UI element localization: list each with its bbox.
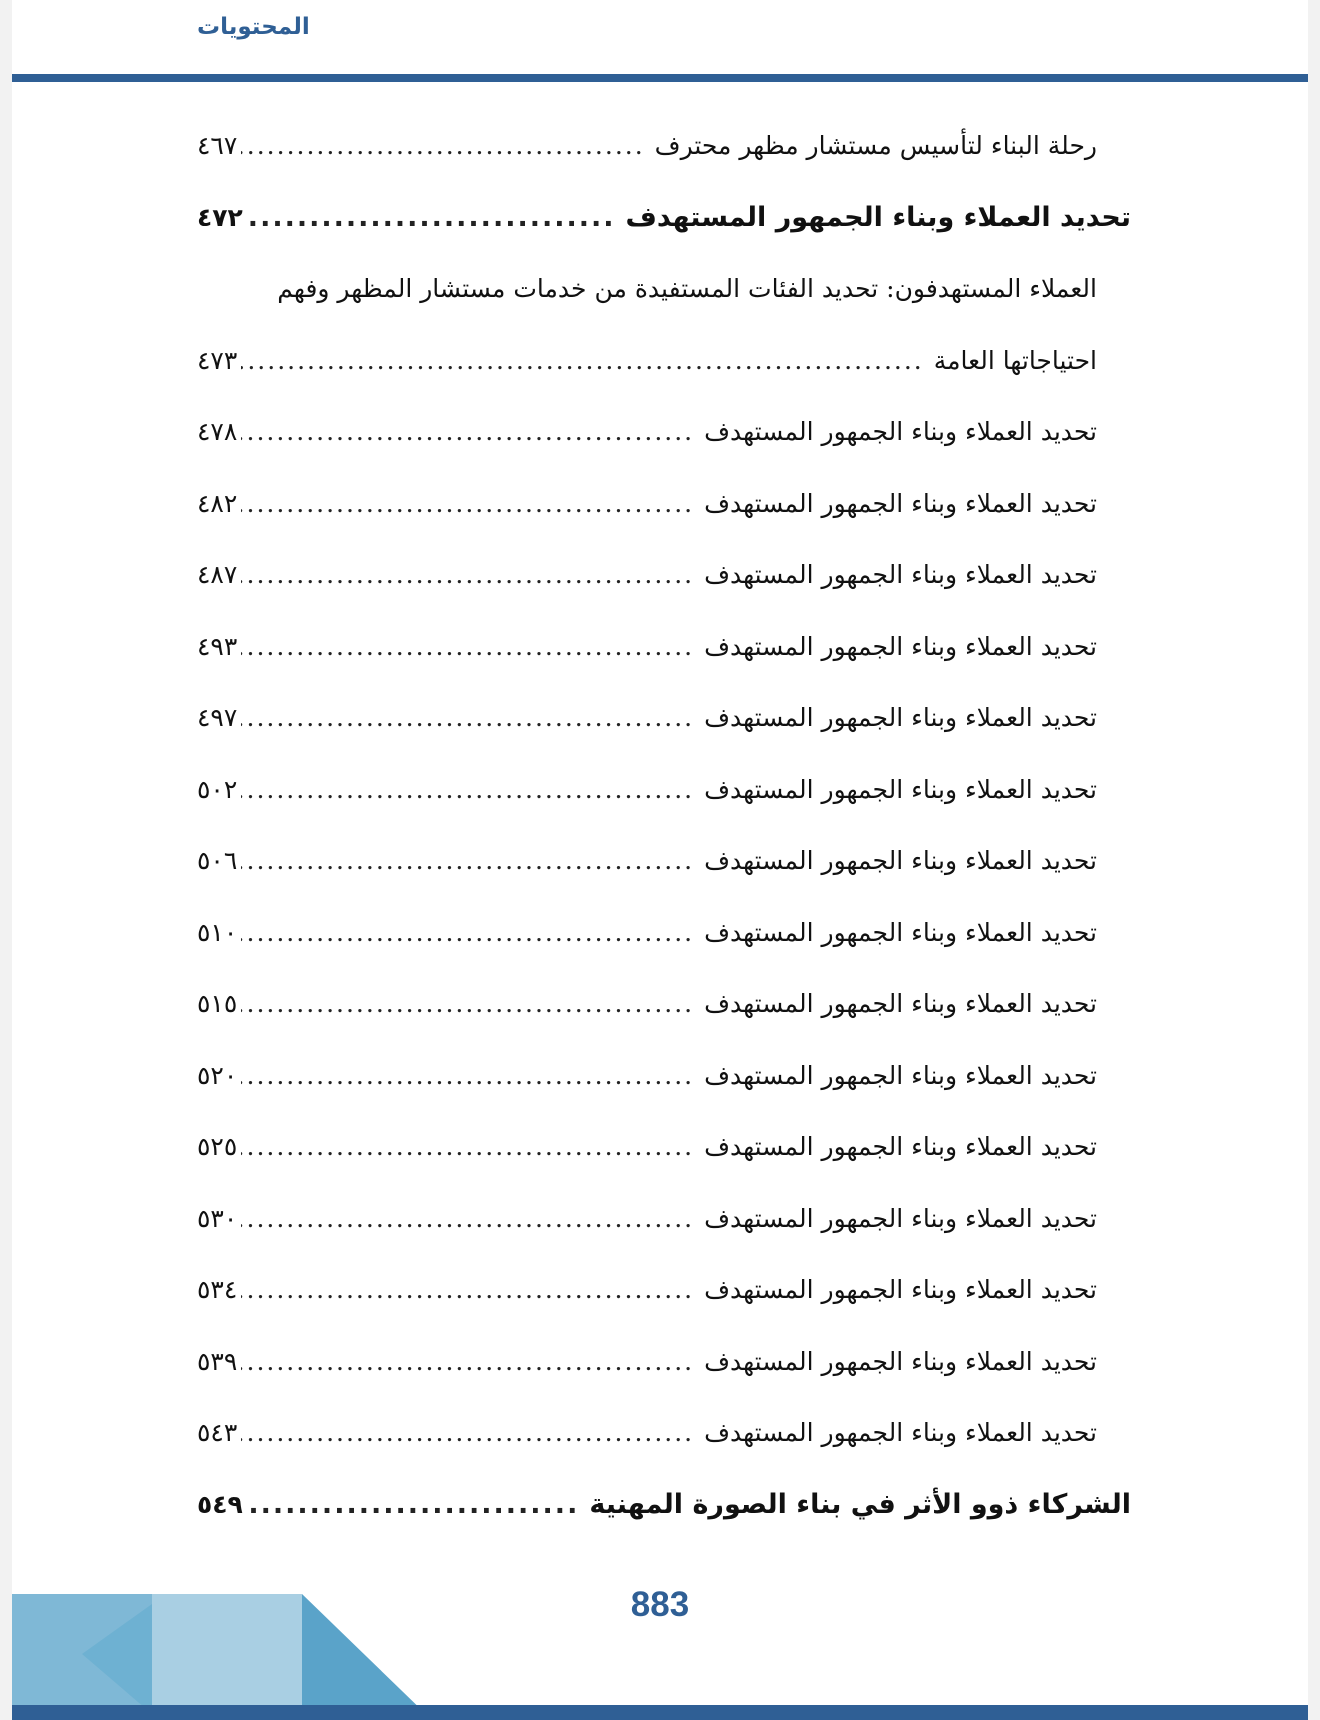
toc-entry-title: تحديد العملاء وبناء الجمهور المستهدف bbox=[704, 703, 1097, 732]
toc-entry-title: الشركاء ذوو الأثر في بناء الصورة المهنية bbox=[589, 1488, 1131, 1520]
toc-entry bbox=[197, 325, 1097, 397]
toc-entry-title: تحديد العملاء وبناء الجمهور المستهدف bbox=[704, 1275, 1097, 1304]
toc-entry-title: رحلة البناء لتأسيس مستشار مظهر محترف bbox=[654, 131, 1097, 160]
toc-page-number: ٤٧٣ bbox=[197, 345, 238, 375]
dot-leader bbox=[241, 1326, 694, 1398]
toc-entry bbox=[197, 110, 1097, 182]
dot-leader bbox=[241, 396, 694, 468]
dot-leader bbox=[247, 1469, 580, 1541]
dot-leader bbox=[241, 110, 644, 182]
toc-entry bbox=[197, 968, 1097, 1040]
toc-chapter-entry bbox=[197, 1469, 1131, 1541]
toc-page-number: ٤٨٧ bbox=[197, 560, 238, 589]
toc-entry bbox=[197, 253, 1097, 325]
toc-entry bbox=[197, 1111, 1097, 1183]
dot-leader bbox=[241, 682, 694, 754]
toc-entry-title: تحديد العملاء وبناء الجمهور المستهدف bbox=[704, 1418, 1097, 1447]
dot-leader bbox=[241, 1111, 694, 1183]
toc-entry bbox=[197, 611, 1097, 683]
toc-entry-title: تحديد العملاء وبناء الجمهور المستهدف bbox=[704, 917, 1097, 947]
dot-leader bbox=[241, 968, 694, 1040]
toc-entry-title: تحديد العملاء وبناء الجمهور المستهدف bbox=[704, 1346, 1097, 1376]
toc-entry-title: تحديد العملاء وبناء الجمهور المستهدف bbox=[704, 560, 1097, 589]
toc-page-number: ٥٢٥ bbox=[197, 1132, 238, 1161]
toc-entry-title: تحديد العملاء وبناء الجمهور المستهدف bbox=[704, 417, 1097, 446]
toc-entry bbox=[197, 1254, 1097, 1326]
toc-entry-title: تحديد العملاء وبناء الجمهور المستهدف bbox=[704, 1203, 1097, 1233]
toc-page-number: ٥٠٦ bbox=[197, 846, 238, 875]
toc-page-number: ٥١٠ bbox=[197, 917, 238, 947]
toc-entry bbox=[197, 396, 1097, 468]
toc-entry-title: تحديد العملاء وبناء الجمهور المستهدف bbox=[704, 631, 1097, 661]
toc-entry-title: تحديد العملاء وبناء الجمهور المستهدف bbox=[625, 201, 1131, 233]
toc-page-number: ٤٧٢ bbox=[197, 202, 243, 232]
toc-entry-title: تحديد العملاء وبناء الجمهور المستهدف bbox=[704, 488, 1097, 518]
dot-leader bbox=[241, 1183, 694, 1255]
footer-bar bbox=[12, 1705, 1308, 1720]
toc-entry bbox=[197, 1183, 1097, 1255]
document-page bbox=[12, 0, 1308, 1720]
toc-page-number: ٤٧٨ bbox=[197, 417, 238, 446]
toc-entry bbox=[197, 468, 1097, 540]
table-of-contents bbox=[197, 110, 1131, 1540]
dot-leader bbox=[241, 1254, 694, 1326]
toc-entry-title: العملاء المستهدفون: تحديد الفئات المستفيدة من خدمات مستشار المظهر وفهم bbox=[277, 274, 1097, 303]
toc-entry-title: تحديد العملاء وبناء الجمهور المستهدف bbox=[704, 774, 1097, 804]
toc-entry bbox=[197, 539, 1097, 611]
dot-leader bbox=[241, 897, 694, 969]
toc-page-number: ٥٣٩ bbox=[197, 1346, 238, 1376]
dot-leader bbox=[241, 825, 694, 897]
toc-page-number: ٥٣٠ bbox=[197, 1203, 238, 1233]
dot-leader bbox=[241, 325, 923, 397]
toc-page-number: ٤٩٣ bbox=[197, 631, 238, 661]
running-header-title: المحتويات bbox=[197, 14, 310, 40]
toc-entry-title: تحديد العملاء وبناء الجمهور المستهدف bbox=[704, 1060, 1097, 1090]
dot-leader bbox=[247, 182, 616, 254]
toc-entry bbox=[197, 1040, 1097, 1112]
toc-chapter-entry bbox=[197, 182, 1131, 254]
toc-page-number: ٤٦٧ bbox=[197, 131, 238, 160]
dot-leader bbox=[241, 468, 694, 540]
toc-entry-title: احتياجاتها العامة bbox=[933, 345, 1097, 375]
toc-page-number: ٤٨٢ bbox=[197, 488, 238, 518]
dot-leader bbox=[241, 539, 694, 611]
toc-page-number: ٥٣٤ bbox=[197, 1275, 238, 1304]
toc-entry bbox=[197, 1397, 1097, 1469]
toc-entry bbox=[197, 682, 1097, 754]
toc-entry bbox=[197, 1326, 1097, 1398]
dot-leader bbox=[241, 1397, 694, 1469]
dot-leader bbox=[241, 611, 694, 683]
dot-leader bbox=[241, 754, 694, 826]
toc-page-number: ٥٤٣ bbox=[197, 1418, 238, 1447]
toc-entry bbox=[197, 825, 1097, 897]
toc-page-number: ٥٠٢ bbox=[197, 774, 238, 804]
toc-entry bbox=[197, 754, 1097, 826]
toc-entry-title: تحديد العملاء وبناء الجمهور المستهدف bbox=[704, 846, 1097, 875]
toc-page-number: ٤٩٧ bbox=[197, 703, 238, 732]
toc-entry-title: تحديد العملاء وبناء الجمهور المستهدف bbox=[704, 989, 1097, 1018]
toc-entry bbox=[197, 897, 1097, 969]
header-rule bbox=[12, 74, 1308, 82]
toc-page-number: ٥٢٠ bbox=[197, 1060, 238, 1090]
page-number: 883 bbox=[630, 1585, 690, 1624]
toc-page-number: ٥١٥ bbox=[197, 989, 238, 1018]
toc-page-number: ٥٤٩ bbox=[197, 1489, 243, 1519]
dot-leader bbox=[241, 1040, 694, 1112]
toc-entry-title: تحديد العملاء وبناء الجمهور المستهدف bbox=[704, 1132, 1097, 1161]
